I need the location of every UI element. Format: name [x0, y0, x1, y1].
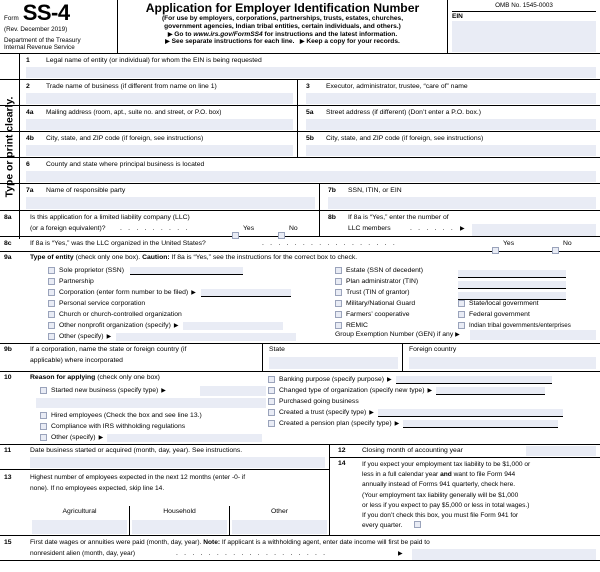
- option-remic[interactable]: [335, 320, 455, 331]
- line-4b-5b-row: [0, 132, 600, 158]
- checkbox-federal-government[interactable]: [458, 311, 465, 318]
- started-new-business-arrow-icon: ▶: [161, 388, 166, 394]
- line-8a-number: 8a: [4, 214, 12, 221]
- option-state-local-government[interactable]: [458, 298, 598, 309]
- omb-number: OMB No. 1545-0003: [452, 2, 596, 12]
- changed-type-input[interactable]: [436, 387, 545, 395]
- option-hired-employees[interactable]: [40, 410, 280, 421]
- line-5b-input[interactable]: [306, 145, 596, 156]
- option-corporation[interactable]: [48, 287, 348, 298]
- plan-administrator-tin-input[interactable]: [458, 281, 566, 289]
- line-9a-caution-label: Caution:: [142, 254, 170, 261]
- created-trust-type-input[interactable]: [378, 409, 563, 417]
- line-3-label: Executor, administrator, trustee, “care of” name: [326, 83, 468, 90]
- checkbox-purchased-going-business[interactable]: [268, 398, 275, 405]
- line-9b-number: 9b: [4, 346, 12, 353]
- created-trust-arrow-icon: ▶: [369, 410, 374, 416]
- line-9b-state-input[interactable]: [269, 357, 398, 369]
- line-12-input[interactable]: [526, 446, 596, 456]
- checkbox-other-nonprofit[interactable]: [48, 322, 55, 329]
- gen-arrow-icon: ▶: [455, 332, 460, 338]
- line-4b-number: 4b: [26, 135, 34, 142]
- option-label: Started new business (specify type): [51, 387, 159, 394]
- form-revision-date: (Rev. December 2019): [4, 26, 68, 33]
- line-9a-right-options: [458, 298, 598, 331]
- line-8c-yes-label: Yes: [503, 240, 515, 247]
- line-10-title: Reason for applying: [30, 374, 96, 381]
- created-pension-type-input[interactable]: [403, 420, 558, 428]
- line-7b-number: 7b: [328, 187, 336, 194]
- line-9a-title-rest: (check only one box).: [73, 254, 143, 261]
- started-new-business-type-input-2[interactable]: [36, 398, 266, 408]
- line-3-number: 3: [306, 83, 310, 90]
- line-8a-yes-label: Yes: [243, 225, 255, 232]
- group-exemption-number-block: [335, 331, 460, 338]
- line-5a-label: Street address (if different) (Don’t enter a P.O. box.): [326, 109, 482, 116]
- option-trust[interactable]: [335, 287, 455, 298]
- gen-input[interactable]: [470, 330, 596, 340]
- corporation-arrow-icon: ▶: [191, 290, 196, 296]
- line-15-label-line-1: [30, 539, 430, 546]
- checkbox-changed-type-organization[interactable]: [268, 387, 275, 394]
- line-10-right-options: [268, 374, 598, 429]
- line-14-text-1: If you expect your employment tax liability to be $1,000 or: [362, 461, 531, 468]
- checkbox-indian-tribal-governments[interactable]: [458, 322, 465, 329]
- line-15-note-label: Note:: [203, 539, 221, 546]
- line-13-label-1: Highest number of employees expected in the next 12 months (enter -0- if: [30, 474, 246, 481]
- line-7a-7b-row: [0, 184, 600, 211]
- line-8b-arrow-icon: ▶: [460, 226, 465, 232]
- line-13-columns: [30, 506, 329, 535]
- line-15-number: 15: [4, 539, 12, 546]
- line-7b-label: SSN, ITIN, or EIN: [348, 187, 402, 194]
- line-12-label: Closing month of accounting year: [362, 447, 463, 454]
- other-nonprofit-specify-input[interactable]: [183, 322, 283, 330]
- checkbox-hired-employees[interactable]: [40, 412, 47, 419]
- line-13-agricultural-label: Agricultural: [62, 508, 97, 515]
- other-reason-specify-input[interactable]: [107, 434, 262, 442]
- lines-11-14-block: [0, 445, 600, 535]
- line-7b-input[interactable]: [328, 197, 596, 209]
- line-6-row: [0, 158, 600, 184]
- line-7a-number: 7a: [26, 187, 34, 194]
- banking-purpose-arrow-icon: ▶: [387, 377, 392, 383]
- line-1-number: 1: [26, 57, 30, 64]
- line-15-row: [0, 535, 600, 561]
- line-11-number: 11: [4, 447, 12, 454]
- line-12-number: 12: [338, 447, 346, 454]
- line-4a-input[interactable]: [26, 119, 293, 130]
- option-other-entity[interactable]: [48, 331, 348, 342]
- line-8a-8b-row: [0, 211, 600, 237]
- line-11-row: [0, 445, 329, 470]
- line-14-number: 14: [338, 460, 346, 467]
- option-label: Personal service corporation: [59, 300, 146, 307]
- checkbox-compliance-withholding[interactable]: [40, 423, 47, 430]
- line-8b-leader-dots: . . . . . .: [410, 225, 455, 232]
- goto-arrow-icon: ▶: [167, 31, 173, 38]
- option-label: Corporation (enter form number to be filed): [59, 289, 189, 296]
- option-farmers-cooperative[interactable]: [335, 309, 455, 320]
- option-label: Trust (TIN of grantor): [346, 289, 410, 296]
- option-sole-proprietor[interactable]: [48, 265, 348, 276]
- option-purchased-going-business[interactable]: [268, 396, 598, 407]
- line-9b-state-label: State: [269, 346, 285, 353]
- line-7a-input[interactable]: [26, 197, 315, 209]
- goto-suffix: for instructions and the latest information.: [262, 30, 398, 38]
- line-4a-label: Mailing address (room, apt., suite no. and street, or P.O. box): [46, 109, 222, 116]
- checkbox-partnership[interactable]: [48, 278, 55, 285]
- option-created-trust[interactable]: [268, 407, 598, 418]
- line-11-input[interactable]: [30, 457, 325, 468]
- checkbox-estate[interactable]: [335, 267, 342, 274]
- line-14-text-6: If you don’t check this box, you must file Form 941 for: [362, 512, 519, 520]
- line-15-label-line-2: nonresident alien (month, day, year): [30, 550, 136, 557]
- line-5b-label: City, state, and ZIP code (if foreign, see instructions): [326, 135, 484, 142]
- line-14-text-2a: less in a full calendar year: [362, 471, 441, 479]
- keep-copy-text: Keep a copy for your records.: [306, 37, 400, 45]
- line-14-and-bold: and: [440, 471, 452, 479]
- option-label: Purchased going business: [279, 398, 359, 405]
- banking-purpose-input[interactable]: [396, 376, 552, 384]
- option-federal-government[interactable]: [458, 309, 598, 320]
- checkbox-banking-purpose[interactable]: [268, 376, 275, 383]
- header-title-block: [118, 0, 448, 53]
- line-7a-label: Name of responsible party: [46, 187, 126, 194]
- line-8c-label: If 8a is “Yes,” was the LLC organized in the United States?: [30, 240, 206, 247]
- line-6-number: 6: [26, 161, 30, 168]
- option-label: Farmers’ cooperative: [346, 311, 410, 318]
- line-9a-row: [0, 252, 600, 344]
- line-8b-input[interactable]: [472, 224, 596, 236]
- line-13-household-input[interactable]: [132, 520, 227, 534]
- option-other-nonprofit[interactable]: [48, 320, 348, 331]
- line-13-label-2: none). If no employees expected, skip line 14.: [30, 485, 165, 492]
- line-13-row: [0, 470, 329, 535]
- checkbox-remic[interactable]: [335, 322, 342, 329]
- line-2-3-row: [0, 80, 600, 106]
- option-label: Plan administrator (TIN): [346, 278, 419, 285]
- line-3-input[interactable]: [306, 93, 596, 104]
- dept-line-1: Department of the Treasury: [4, 36, 81, 44]
- line-13-agricultural-input[interactable]: [32, 520, 127, 534]
- irs-url-link[interactable]: www.irs.gov/FormSS4: [193, 30, 263, 38]
- line-9a-number: 9a: [4, 254, 12, 261]
- line-14-text-7: [362, 521, 598, 531]
- corporation-form-number-input[interactable]: [201, 289, 291, 297]
- line-14-text-2: [362, 470, 598, 480]
- checkbox-farmers-cooperative[interactable]: [335, 311, 342, 318]
- line-8b-number: 8b: [328, 214, 336, 221]
- line-9b-row: [0, 344, 600, 372]
- line-13-col-agricultural: [30, 506, 130, 535]
- checkbox-started-new-business[interactable]: [40, 387, 47, 394]
- line-15-leader-dots: . . . . . . . . . . . . . . . . . . .: [176, 550, 328, 557]
- checkbox-form-944[interactable]: [414, 521, 421, 528]
- option-label: Indian tribal governments/enterprises: [469, 322, 571, 329]
- line-9b-label-2: applicable) where incorporated: [30, 357, 123, 364]
- checkbox-trust[interactable]: [335, 289, 342, 296]
- option-label: Military/National Guard: [346, 300, 416, 307]
- checkbox-created-trust[interactable]: [268, 409, 275, 416]
- started-new-business-type-input[interactable]: [200, 386, 266, 396]
- checkbox-other-entity[interactable]: [48, 333, 55, 340]
- line-1-row: [0, 54, 600, 80]
- option-label: Partnership: [59, 278, 94, 285]
- checkbox-church-organization[interactable]: [48, 311, 55, 318]
- line-13-household-label: Household: [163, 508, 196, 515]
- line-8b-label-2: LLC members: [348, 225, 391, 232]
- option-label: Hired employees (Check the box and see line 13.): [51, 412, 202, 419]
- line-13-col-household: [130, 506, 230, 535]
- line-15-text-a: First date wages or annuities were paid (month, day, year).: [30, 539, 204, 546]
- line-9b-foreign-country-label: Foreign country: [409, 346, 457, 353]
- line-14-text-3: annually instead of Forms 941 quarterly, check here.: [362, 481, 516, 489]
- line-14-text-7-label: every quarter.: [362, 522, 403, 530]
- option-banking-purpose[interactable]: [268, 374, 598, 385]
- ein-input[interactable]: [452, 21, 596, 52]
- line-9b-foreign-country-input[interactable]: [409, 357, 596, 369]
- goto-prefix: Go to: [174, 30, 194, 38]
- form-body: [0, 54, 600, 561]
- line-15-text-b: If applicant is a withholding agent, enter date income will first be paid to: [220, 539, 430, 546]
- line-8c-number: 8c: [4, 240, 12, 247]
- dept-line-2: Internal Revenue Service: [4, 44, 75, 52]
- checkbox-state-local-government[interactable]: [458, 300, 465, 307]
- form-word-label: Form: [4, 14, 19, 22]
- line-10-left-options-2: [40, 410, 280, 443]
- line-4a-number: 4a: [26, 109, 34, 116]
- line-9a-title: Type of entity: [30, 254, 74, 261]
- other-entity-arrow-icon: ▶: [106, 334, 112, 340]
- option-label: Created a trust (specify type): [279, 409, 367, 416]
- option-label: Changed type of organization (specify new type): [279, 387, 425, 394]
- line-13-number: 13: [4, 474, 12, 481]
- see-instructions-text: See separate instructions for each line.: [171, 37, 295, 45]
- option-other-reason[interactable]: [40, 432, 280, 443]
- line-5a-number: 5a: [306, 109, 314, 116]
- line-9b-label-1: If a corporation, name the state or foreign country (if: [30, 346, 187, 353]
- option-label: Other (specify): [59, 333, 104, 340]
- option-label: Sole proprietor (SSN): [59, 267, 124, 274]
- option-personal-service-corporation[interactable]: [48, 298, 348, 309]
- see-instructions-arrow-icon: ▶: [165, 38, 170, 45]
- option-label: State/local government: [469, 300, 539, 307]
- line-12-row: [330, 445, 600, 458]
- line-1-input[interactable]: [26, 67, 596, 78]
- form-number: SS-4: [22, 0, 70, 25]
- line-15-arrow-icon: ▶: [398, 551, 403, 557]
- line-4b-label: City, state, and ZIP code (if foreign, see instructions): [46, 135, 204, 142]
- option-label: Estate (SSN of decedent): [346, 267, 424, 274]
- line-6-label: County and state where principal business is located: [46, 161, 205, 168]
- header-form-identity: [0, 0, 118, 53]
- line-11-label: Date business started or acquired (month, day, year). See instructions.: [30, 447, 243, 454]
- option-label: Created a pension plan (specify type): [279, 420, 392, 427]
- changed-type-arrow-icon: ▶: [427, 388, 433, 394]
- other-entity-specify-input[interactable]: [116, 333, 296, 341]
- sole-proprietor-ssn-input[interactable]: [130, 267, 243, 275]
- option-church-organization[interactable]: [48, 309, 348, 320]
- line-15-input[interactable]: [412, 549, 596, 560]
- line-9a-left-options: [48, 265, 348, 342]
- option-label: Other (specify): [51, 434, 96, 441]
- line-9a-caution-text: If 8a is “Yes,” see the instructions for the correct box to check.: [169, 254, 358, 261]
- option-plan-administrator[interactable]: [335, 276, 455, 287]
- checkbox-plan-administrator[interactable]: [335, 278, 342, 285]
- form-subtitle-line-2: government agencies, Indian tribal entities, certain individuals, and others.): [164, 22, 401, 30]
- option-military-national-guard[interactable]: [335, 298, 455, 309]
- option-label: Church or church-controlled organization: [59, 311, 182, 318]
- option-label: Other nonprofit organization (specify): [59, 322, 171, 329]
- option-label: Compliance with IRS withholding regulations: [51, 423, 186, 430]
- line-8a-label-1: Is this application for a limited liability company (LLC): [30, 214, 190, 221]
- line-8a-leader-dots: . . . . . . . . .: [120, 225, 190, 232]
- form-subtitle-line-1: (For use by employers, corporations, partnerships, trusts, estates, churches,: [161, 14, 404, 22]
- line-8c-leader-dots: . . . . . . . . . . . . . . . . .: [262, 240, 397, 247]
- checkbox-other-reason[interactable]: [40, 434, 47, 441]
- line-9a-middle-options: [335, 265, 455, 331]
- option-compliance-withholding[interactable]: [40, 421, 280, 432]
- line-14-text-2b: want to file Form 944: [451, 471, 516, 479]
- checkbox-created-pension-plan[interactable]: [268, 420, 275, 427]
- checkbox-sole-proprietor[interactable]: [48, 267, 55, 274]
- header-omb-ein-block: [448, 0, 600, 53]
- line-10-number: 10: [4, 374, 12, 381]
- ein-label: EIN: [452, 12, 463, 20]
- rail-label: Type or print clearly.: [4, 96, 15, 197]
- option-changed-type-organization[interactable]: [268, 385, 598, 396]
- keep-copy-arrow-icon: ▶: [299, 38, 305, 45]
- line-14-text-5: or less if you expect to pay $5,000 or less in total wages.): [362, 501, 530, 509]
- line-10-title-rest: (check only one box): [95, 374, 160, 381]
- form-title: Application for Employer Identification Number: [145, 1, 420, 15]
- option-estate[interactable]: [335, 265, 455, 276]
- line-2-number: 2: [26, 83, 30, 90]
- checkbox-corporation[interactable]: [48, 289, 55, 296]
- line-13-col-other: [230, 506, 329, 535]
- line-14-row: [330, 458, 600, 535]
- line-8c-row: [0, 237, 600, 252]
- other-nonprofit-arrow-icon: ▶: [173, 323, 179, 329]
- line-2-label: Trade name of business (if different from name on line 1): [46, 83, 217, 90]
- other-reason-arrow-icon: ▶: [98, 435, 104, 441]
- option-created-pension-plan[interactable]: [268, 418, 598, 429]
- option-label: Banking purpose (specify purpose): [279, 376, 385, 383]
- checkbox-personal-service-corporation[interactable]: [48, 300, 55, 307]
- line-2-input[interactable]: [26, 93, 293, 104]
- line-4a-5a-row: [0, 106, 600, 132]
- line-10-row: [0, 372, 600, 445]
- line-8a-label-2: (or a foreign equivalent)?: [30, 225, 106, 232]
- line-4b-input[interactable]: [26, 145, 293, 156]
- line-8c-no-label: No: [563, 240, 572, 247]
- created-pension-arrow-icon: ▶: [394, 421, 400, 427]
- line-14-text-4: (Your employment tax liability generally will be $1,000: [362, 491, 519, 499]
- gen-label: Group Exemption Number (GEN) if any: [335, 331, 454, 338]
- estate-ssn-input[interactable]: [458, 270, 566, 278]
- line-14-text: [362, 460, 598, 531]
- line-6-input[interactable]: [26, 171, 596, 182]
- form-header: [0, 0, 600, 54]
- line-13-other-input[interactable]: [232, 520, 327, 534]
- line-5b-number: 5b: [306, 135, 314, 142]
- line-1-label: Legal name of entity (or individual) for whom the EIN is being requested: [46, 57, 262, 64]
- option-label: Federal government: [469, 311, 530, 318]
- checkbox-military-national-guard[interactable]: [335, 300, 342, 307]
- option-label: REMIC: [346, 322, 368, 329]
- option-partnership[interactable]: [48, 276, 348, 287]
- line-13-other-label: Other: [271, 508, 288, 515]
- line-5a-input[interactable]: [306, 119, 596, 130]
- line-8b-label-1: If 8a is “Yes,” enter the number of: [348, 214, 449, 221]
- line-8a-no-label: No: [289, 225, 298, 232]
